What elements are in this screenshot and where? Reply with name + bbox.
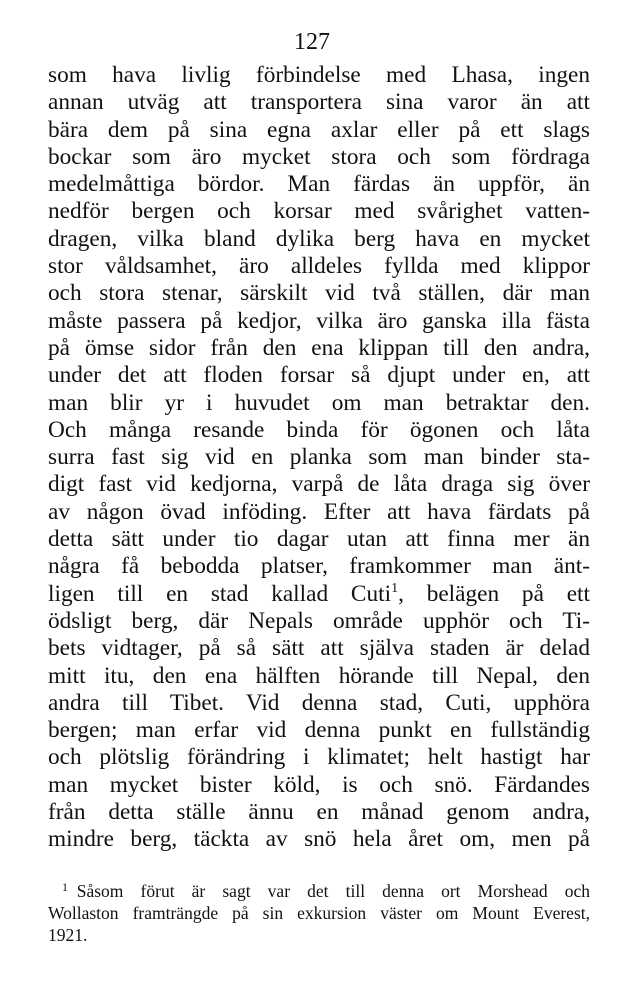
text-line: måste passera på kedjor, vilka äro ganska illa fästa (48, 307, 590, 334)
text-line: man blir yr i huvudet om man betraktar den. (48, 389, 590, 416)
text-line: dragen, vilka bland dylika berg hava en mycket (48, 225, 590, 252)
text-line: Och många resande binda för ögonen och låta (48, 416, 590, 443)
text-line: stor våldsamhet, äro alldeles fyllda med klippor (48, 253, 590, 280)
text-line: mindre berg, täckta av snö hela året om, men på (48, 826, 590, 853)
text-line: av någon övad inföding. Efter att hava färdats på (48, 498, 590, 525)
text-line: man mycket bister köld, is och snö. Färdandes (48, 771, 590, 798)
footnote-reference[interactable]: 1 (391, 580, 399, 596)
footnote-line: 1921. (48, 925, 88, 945)
footnote-line: Wollaston framträngde på sin exkursion väster om Mount Everest, (48, 903, 590, 923)
text-line: bockar som äro mycket stora och som fördraga (48, 143, 590, 170)
text-line: bära dem på sina egna axlar eller på ett slags (48, 116, 590, 143)
text-line: bets vidtager, på så sätt att själva staden är delad (48, 635, 590, 662)
text-line: ödsligt berg, där Nepals område upphör och Ti- (48, 607, 590, 634)
text-line: digt fast vid kedjorna, varpå de låta draga sig över (48, 471, 590, 498)
text-line: nedför bergen och korsar med svårighet vatten- (48, 198, 590, 225)
footnote-marker: 1 (62, 880, 68, 894)
text-line: och plötslig förändring i klimatet; helt hastigt har (48, 744, 590, 771)
text-line: under det att floden forsar så djupt under en, att (48, 362, 590, 389)
text-line: detta sätt under tio dagar utan att finna mer än (48, 526, 590, 553)
footnotes (48, 880, 590, 946)
text-line: annan utväg att transportera sina varor än att (48, 89, 590, 116)
page-number: 127 (294, 29, 330, 55)
text-line: medelmåttiga bördor. Man färdas än uppför, än (48, 171, 590, 198)
footnote-line (48, 880, 590, 902)
text-line: och stora stenar, särskilt vid två ställen, där man (48, 280, 590, 307)
text-line-with-footnote (48, 581, 590, 608)
text-line: några få bebodda platser, framkommer man änt- (48, 553, 590, 580)
text-line: mitt itu, den ena hälften hörande till Nepal, den (48, 662, 590, 689)
text-line: surra fast sig vid en planka som man binder sta- (48, 444, 590, 471)
body-text (48, 62, 590, 854)
text-segment: , belägen på ett (398, 580, 591, 607)
footnote-text: Såsom förut är sagt var det till denna ort Morshead och (76, 881, 590, 901)
text-line: som hava livlig förbindelse med Lhasa, ingen (48, 62, 590, 88)
text-segment: ligen till en stad kallad Cuti (48, 580, 392, 607)
text-line: på ömse sidor från den ena klippan till den andra, (48, 334, 590, 361)
text-line: bergen; man erfar vid denna punkt en fullständig (48, 717, 590, 744)
text-line: andra till Tibet. Vid denna stad, Cuti, upphöra (48, 689, 590, 716)
text-line: från detta ställe ännu en månad genom andra, (48, 799, 590, 826)
